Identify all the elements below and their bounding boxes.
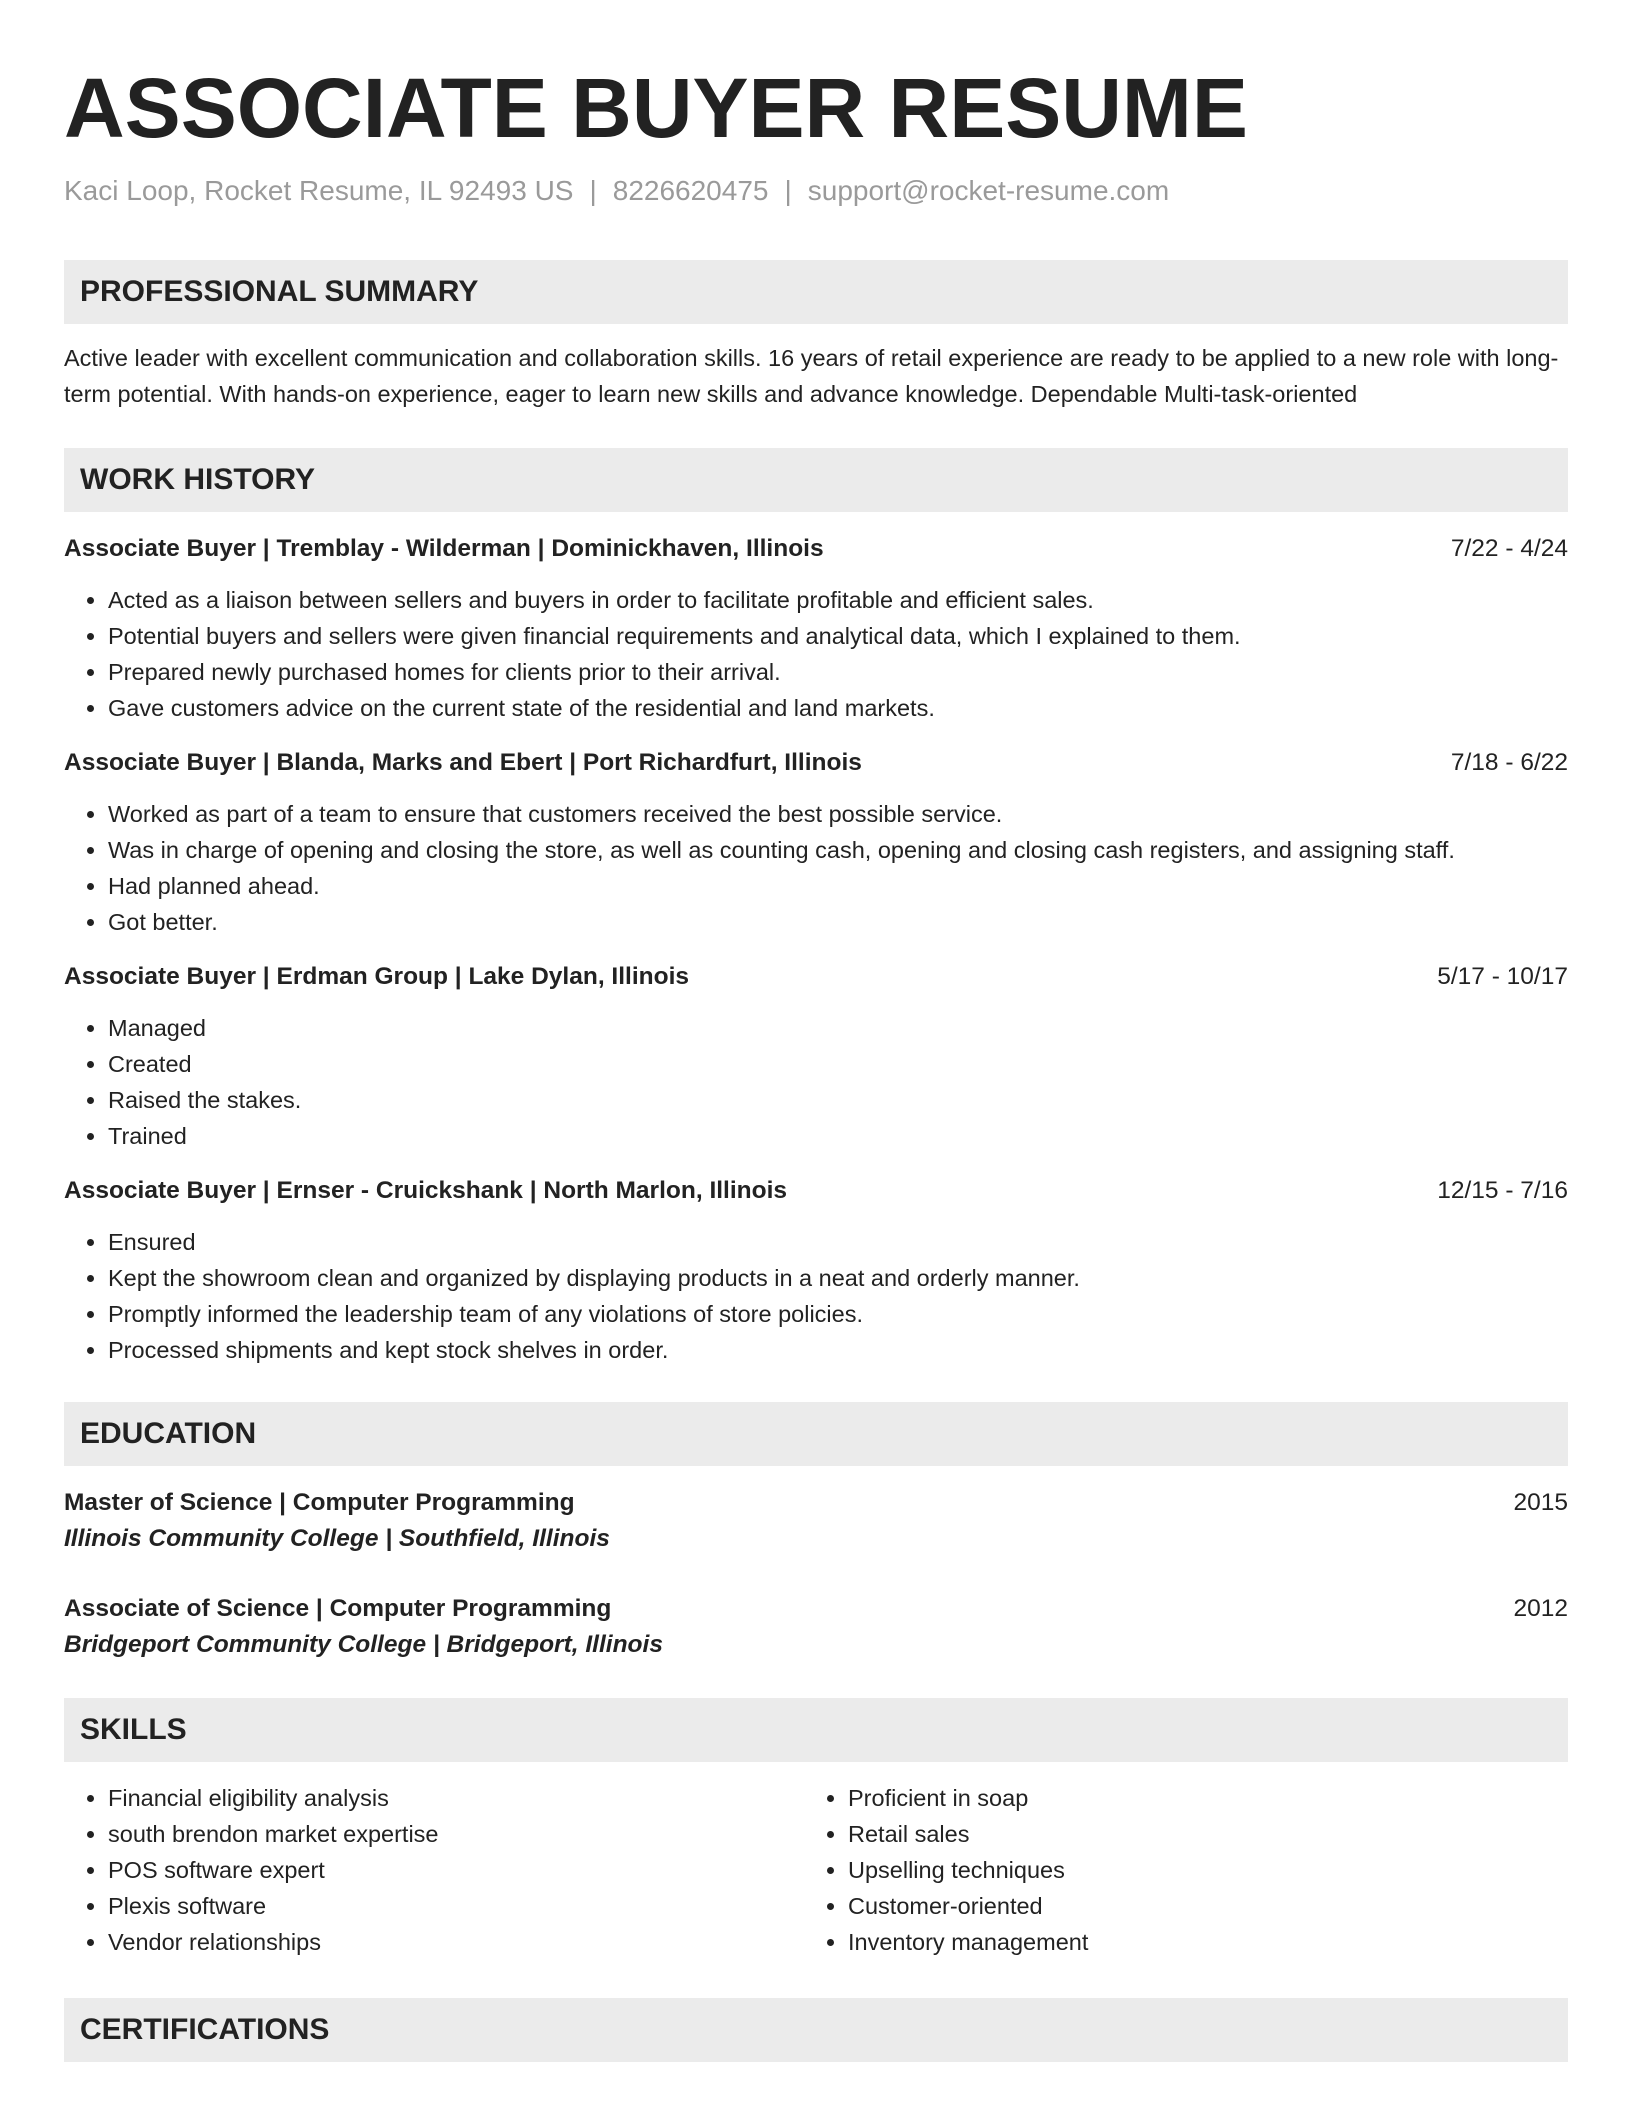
job-dates: 7/22 - 4/24 bbox=[1450, 535, 1568, 562]
job-entry bbox=[64, 960, 1568, 1154]
education-year: 2015 bbox=[1513, 1489, 1568, 1516]
section-header-work: WORK HISTORY bbox=[64, 448, 1568, 512]
list-item: • Plexis software bbox=[108, 1888, 804, 1924]
list-item: • Potential buyers and sellers were given financial requirements and analytical data, which I explained to them. bbox=[108, 618, 1568, 654]
job-bullets bbox=[64, 582, 1568, 726]
skills-column-right bbox=[804, 1780, 1544, 1960]
list-item: • Gave customers advice on the current state of the residential and land markets. bbox=[108, 690, 1568, 726]
list-item: • Prepared newly purchased homes for clients prior to their arrival. bbox=[108, 654, 1568, 690]
education-degree: Associate of Science | Computer Programming bbox=[64, 1595, 612, 1622]
job-title: Associate Buyer | Tremblay - Wilderman | Dominickhaven, Illinois bbox=[64, 535, 824, 562]
contact-phone: 8226620475 bbox=[612, 175, 769, 206]
list-item: • Ensured bbox=[108, 1224, 1568, 1260]
job-title: Associate Buyer | Erdman Group | Lake Dylan, Illinois bbox=[64, 963, 690, 990]
job-dates: 5/17 - 10/17 bbox=[1437, 963, 1568, 990]
list-item: • Proficient in soap bbox=[848, 1780, 1544, 1816]
list-item: • Processed shipments and kept stock shelves in order. bbox=[108, 1332, 1568, 1368]
contact-address: Kaci Loop, Rocket Resume, IL 92493 US bbox=[64, 175, 574, 206]
list-item: • Created bbox=[108, 1046, 1568, 1082]
list-item: • Upselling techniques bbox=[848, 1852, 1544, 1888]
summary-text: Active leader with excellent communication and collaboration skills. 16 years of retail experience are ready to be applied to a new role with long-term potential. With hands-on experience, eager to learn new skills and advance knowledge. Dependable Multi-task-oriented bbox=[64, 345, 1559, 407]
job-title: Associate Buyer | Ernser - Cruickshank | North Marlon, Illinois bbox=[64, 1177, 788, 1204]
education-school: Illinois Community College | Southfield, Illinois bbox=[64, 1525, 610, 1552]
job-entry bbox=[64, 1174, 1568, 1368]
list-item: • Was in charge of opening and closing the store, as well as counting cash, opening and closing cash registers, and assigning staff. bbox=[108, 832, 1568, 868]
job-entry bbox=[64, 746, 1568, 940]
section-header-certifications: CERTIFICATIONS bbox=[64, 1998, 1568, 2062]
list-item: • Vendor relationships bbox=[108, 1924, 804, 1960]
job-bullets bbox=[64, 796, 1568, 940]
section-header-skills: SKILLS bbox=[64, 1698, 1568, 1762]
list-item: • Promptly informed the leadership team of any violations of store policies. bbox=[108, 1296, 1568, 1332]
contact-separator: | bbox=[784, 175, 792, 206]
list-item: • POS software expert bbox=[108, 1852, 804, 1888]
contact-line bbox=[64, 174, 1568, 208]
skills-list bbox=[64, 1780, 1568, 1960]
section-header-summary: PROFESSIONAL SUMMARY bbox=[64, 260, 1568, 324]
contact-separator: | bbox=[589, 175, 597, 206]
list-item: • Kept the showroom clean and organized by displaying products in a neat and orderly manner. bbox=[108, 1260, 1568, 1296]
education-entry bbox=[64, 1592, 1568, 1664]
list-item: • Financial eligibility analysis bbox=[108, 1780, 804, 1816]
page-title: ASSOCIATE BUYER RESUME bbox=[64, 61, 1248, 155]
list-item: • Customer-oriented bbox=[848, 1888, 1544, 1924]
contact-email: support@rocket-resume.com bbox=[807, 175, 1170, 206]
job-title: Associate Buyer | Blanda, Marks and Ebert | Port Richardfurt, Illinois bbox=[64, 749, 862, 776]
section-header-education: EDUCATION bbox=[64, 1402, 1568, 1466]
education-year: 2012 bbox=[1513, 1595, 1568, 1622]
education-school: Bridgeport Community College | Bridgeport, Illinois bbox=[64, 1631, 663, 1658]
list-item: • south brendon market expertise bbox=[108, 1816, 804, 1852]
list-item: • Retail sales bbox=[848, 1816, 1544, 1852]
list-item: • Managed bbox=[108, 1010, 1568, 1046]
skills-column-left bbox=[64, 1780, 804, 1960]
education-entry bbox=[64, 1486, 1568, 1558]
job-bullets bbox=[64, 1010, 1568, 1154]
list-item: • Acted as a liaison between sellers and buyers in order to facilitate profitable and efficient sales. bbox=[108, 582, 1568, 618]
job-bullets bbox=[64, 1224, 1568, 1368]
list-item: • Worked as part of a team to ensure that customers received the best possible service. bbox=[108, 796, 1568, 832]
list-item: • Got better. bbox=[108, 904, 1568, 940]
education-degree: Master of Science | Computer Programming bbox=[64, 1489, 575, 1516]
list-item: • Inventory management bbox=[848, 1924, 1544, 1960]
job-dates: 12/15 - 7/16 bbox=[1437, 1177, 1568, 1204]
job-entry bbox=[64, 532, 1568, 726]
list-item: • Had planned ahead. bbox=[108, 868, 1568, 904]
list-item: • Raised the stakes. bbox=[108, 1082, 1568, 1118]
list-item: • Trained bbox=[108, 1118, 1568, 1154]
job-dates: 7/18 - 6/22 bbox=[1450, 749, 1568, 776]
